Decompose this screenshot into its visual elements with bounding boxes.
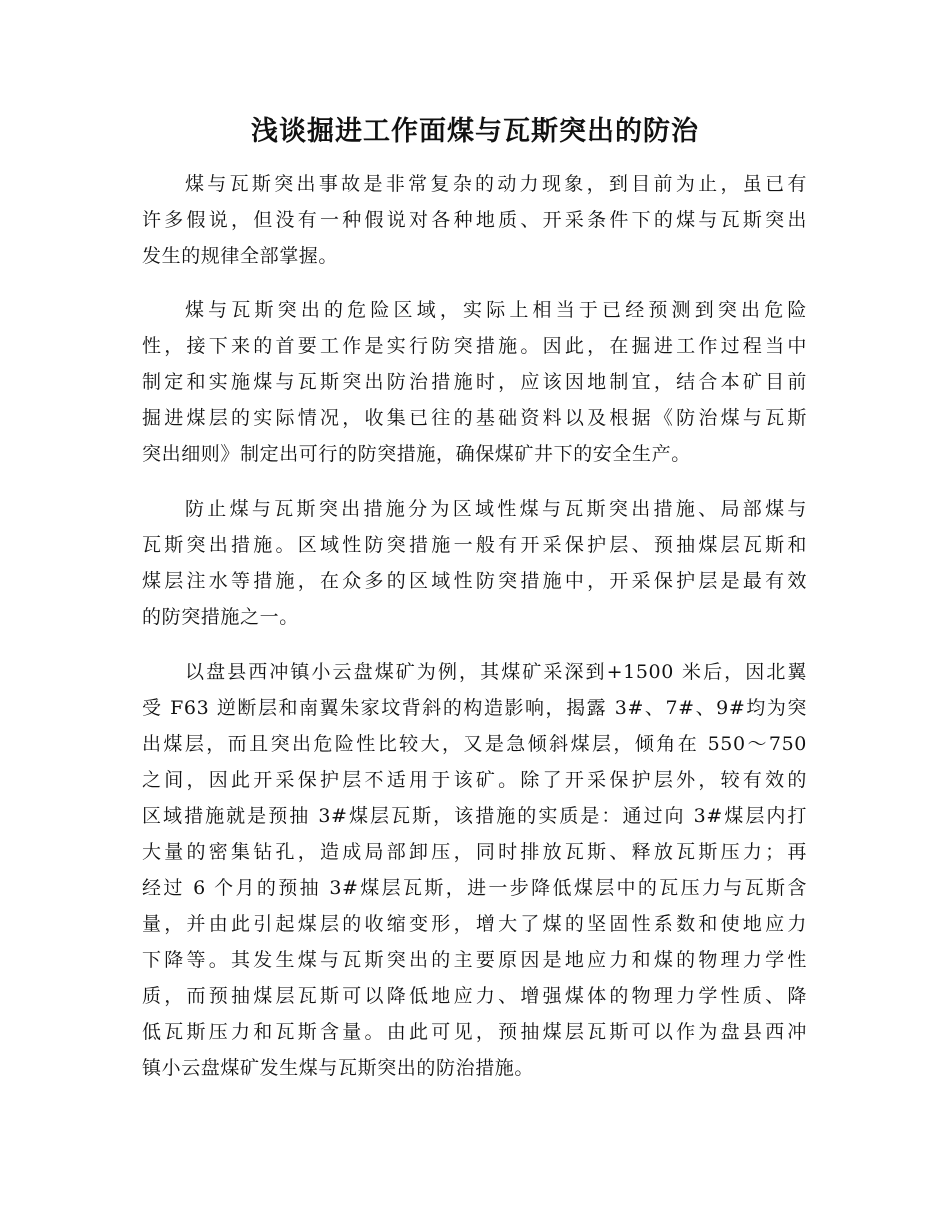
paragraph-line: 瓦斯突出措施。区域性防突措施一般有开采保护层、预抽煤层瓦斯和 — [142, 534, 807, 556]
paragraph-line: 经过 6 个月的预抽 3#煤层瓦斯，进一步降低煤层中的瓦压力与瓦斯含 — [142, 877, 807, 899]
paragraph-line: 以盘县西冲镇小云盘煤矿为例，其煤矿采深到+1500 米后，因北翼 — [185, 661, 807, 683]
paragraph-line: 制定和实施煤与瓦斯突出防治措施时，应该因地制宜，结合本矿目前 — [142, 371, 807, 393]
paragraph-line: 量，并由此引起煤层的收缩变形，增大了煤的坚固性系数和使地应力 — [142, 913, 807, 935]
paragraph-line: 防止煤与瓦斯突出措施分为区域性煤与瓦斯突出措施、局部煤与 — [185, 498, 807, 520]
paragraph-line: 许多假说，但没有一种假说对各种地质、开采条件下的煤与瓦斯突出 — [142, 209, 807, 231]
paragraph-line: 镇小云盘煤矿发生煤与瓦斯突出的防治措施。 — [142, 1057, 535, 1079]
paragraph-line: 性，接下来的首要工作是实行防突措施。因此，在掘进工作过程当中 — [142, 335, 807, 357]
paragraph-line: 受 F63 逆断层和南翼朱家坟背斜的构造影响，揭露 3#、7#、9#均为突 — [142, 697, 807, 719]
paragraph-line: 煤层注水等措施，在众多的区域性防突措施中，开采保护层是最有效 — [142, 570, 807, 592]
paragraph-line: 的防突措施之一。 — [142, 606, 299, 628]
paragraph-line: 低瓦斯压力和瓦斯含量。由此可见，预抽煤层瓦斯可以作为盘县西冲 — [142, 1021, 807, 1043]
paragraph-line: 质，而预抽煤层瓦斯可以降低地应力、增强煤体的物理力学性质、降 — [142, 985, 807, 1007]
paragraph-line: 煤与瓦斯突出事故是非常复杂的动力现象，到目前为止，虽已有 — [185, 173, 807, 195]
paragraph-line: 下降等。其发生煤与瓦斯突出的主要原因是地应力和煤的物理力学性 — [142, 949, 807, 971]
document-title: 浅谈掘进工作面煤与瓦斯突出的防治 — [251, 116, 699, 147]
paragraph-line: 煤与瓦斯突出的危险区域，实际上相当于已经预测到突出危险 — [185, 299, 807, 321]
paragraph-line: 之间，因此开采保护层不适用于该矿。除了开采保护层外，较有效的 — [142, 769, 807, 791]
paragraph-line: 掘进煤层的实际情况，收集已往的基础资料以及根据《防治煤与瓦斯 — [142, 407, 807, 429]
paragraph-line: 发生的规律全部掌握。 — [142, 245, 339, 267]
paragraph-line: 大量的密集钻孔，造成局部卸压，同时排放瓦斯、释放瓦斯压力；再 — [142, 841, 807, 863]
paragraph-line: 出煤层，而且突出危险性比较大，又是急倾斜煤层，倾角在 550～750 — [142, 733, 807, 755]
paragraph-line: 区域措施就是预抽 3#煤层瓦斯，该措施的实质是：通过向 3#煤层内打 — [142, 805, 807, 827]
paragraph-line: 突出细则》制定出可行的防突措施，确保煤矿井下的安全生产。 — [142, 443, 691, 465]
